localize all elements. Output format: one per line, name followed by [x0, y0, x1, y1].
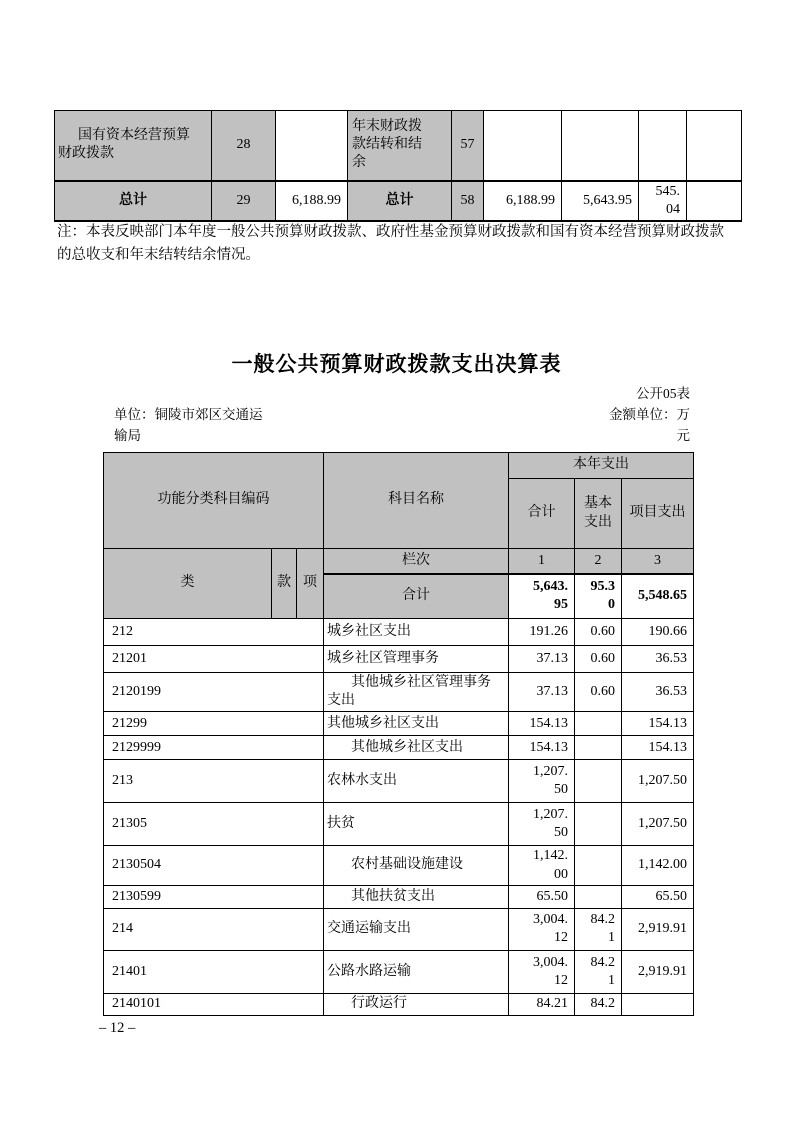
row-number-cell: 57	[452, 111, 484, 181]
amount-cell	[687, 111, 742, 181]
total-cell: 1,207.50	[509, 760, 575, 803]
class-header: 类	[104, 549, 272, 619]
report-title: 一般公共预算财政拨款支出决算表	[231, 352, 562, 376]
table-row	[104, 760, 694, 803]
page-number: – 12 –	[99, 1020, 136, 1036]
amount-unit-label: 金额单位：万元	[609, 407, 690, 443]
amount-cell	[562, 111, 639, 181]
code-cell: 2120199	[104, 673, 324, 712]
table-row	[104, 646, 694, 673]
name-cell: 其他城乡社区支出	[324, 736, 509, 760]
table-row	[55, 111, 742, 181]
name-cell: 农村基础设施建设	[324, 846, 509, 885]
basic-cell	[575, 760, 622, 803]
name-cell: 其他扶贫支出	[324, 885, 509, 908]
amount-cell	[276, 111, 348, 181]
basic-cell	[575, 712, 622, 736]
table-row	[104, 673, 694, 712]
column-index-label: 栏次	[324, 549, 509, 574]
project-header: 项目支出	[622, 479, 694, 549]
item-label-cell: 年末财政拨款结转和结余	[348, 111, 452, 181]
project-cell: 65.50	[622, 885, 694, 908]
code-cell: 21305	[104, 803, 324, 846]
project-cell: 36.53	[622, 673, 694, 712]
project-cell: 1,207.50	[622, 760, 694, 803]
column-index-2: 2	[575, 549, 622, 574]
total-cell: 154.13	[509, 712, 575, 736]
clause-header: 款	[272, 549, 297, 619]
row-number-cell: 28	[212, 111, 276, 181]
report-meta-right	[602, 383, 690, 446]
name-cell: 交通运输支出	[324, 908, 509, 950]
summary-top-table	[54, 110, 742, 222]
total-cell: 3,004.12	[509, 908, 575, 950]
basic-cell: 84.21	[575, 950, 622, 993]
total-cell: 65.50	[509, 885, 575, 908]
name-cell: 公路水路运输	[324, 950, 509, 993]
item-header: 项	[297, 549, 324, 619]
name-cell: 其他城乡社区支出	[324, 712, 509, 736]
project-cell: 36.53	[622, 646, 694, 673]
basic-cell	[575, 803, 622, 846]
total-header: 合计	[509, 479, 575, 549]
name-cell: 行政运行	[324, 993, 509, 1015]
name-cell: 其他城乡社区管理事务支出	[324, 673, 509, 712]
basic-cell	[575, 846, 622, 885]
table-row	[104, 950, 694, 993]
total-cell: 1,207.50	[509, 803, 575, 846]
code-cell: 2129999	[104, 736, 324, 760]
total-cell: 1,142.00	[509, 846, 575, 885]
amount-cell: 6,188.99	[484, 181, 562, 221]
code-cell: 21401	[104, 950, 324, 993]
total-cell: 84.21	[509, 993, 575, 1015]
sum-label-cell: 合计	[324, 574, 509, 619]
code-cell: 21299	[104, 712, 324, 736]
item-label-cell: 国有资本经营预算财政拨款	[55, 111, 212, 181]
total-label-cell: 总计	[348, 181, 452, 221]
basic-cell	[575, 736, 622, 760]
name-cell: 农林水支出	[324, 760, 509, 803]
code-cell: 212	[104, 619, 324, 646]
table-row	[104, 803, 694, 846]
project-cell: 190.66	[622, 619, 694, 646]
project-cell: 1,207.50	[622, 803, 694, 846]
table-row	[104, 908, 694, 950]
name-cell: 扶贫	[324, 803, 509, 846]
total-cell: 191.26	[509, 619, 575, 646]
basic-cell: 0.60	[575, 619, 622, 646]
amount-cell: 6,188.99	[276, 181, 348, 221]
expenditure-table	[103, 452, 694, 1016]
project-cell: 2,919.91	[622, 908, 694, 950]
project-cell	[622, 993, 694, 1015]
table-row	[55, 181, 742, 221]
project-cell: 5,548.65	[622, 574, 694, 619]
row-number-cell: 58	[452, 181, 484, 221]
project-cell: 154.13	[622, 712, 694, 736]
code-cell: 2130504	[104, 846, 324, 885]
name-cell: 城乡社区支出	[324, 619, 509, 646]
table-row	[104, 736, 694, 760]
column-index-1: 1	[509, 549, 575, 574]
code-cell: 2130599	[104, 885, 324, 908]
table-row	[104, 619, 694, 646]
code-cell: 213	[104, 760, 324, 803]
amount-cell: 5,643.95	[562, 181, 639, 221]
basic-cell: 0.60	[575, 646, 622, 673]
total-cell: 37.13	[509, 646, 575, 673]
amount-cell	[484, 111, 562, 181]
basic-cell: 0.60	[575, 673, 622, 712]
basic-header: 基本支出	[575, 479, 622, 549]
project-cell: 1,142.00	[622, 846, 694, 885]
subject-name-header: 科目名称	[324, 453, 509, 549]
total-cell: 154.13	[509, 736, 575, 760]
basic-cell: 84.21	[575, 908, 622, 950]
basic-cell: 84.2	[575, 993, 622, 1015]
table-row	[104, 885, 694, 908]
project-cell: 2,919.91	[622, 950, 694, 993]
total-cell: 5,643.95	[509, 574, 575, 619]
unit-label: 单位：铜陵市郊区交通运输局	[114, 407, 263, 443]
project-cell: 154.13	[622, 736, 694, 760]
table-code-label: 公开05表	[636, 386, 690, 401]
basic-cell: 95.30	[575, 574, 622, 619]
table-row	[104, 712, 694, 736]
table-row	[104, 993, 694, 1015]
total-label-cell: 总计	[55, 181, 212, 221]
column-index-3: 3	[622, 549, 694, 574]
code-cell: 21201	[104, 646, 324, 673]
row-number-cell: 29	[212, 181, 276, 221]
header-row	[104, 549, 694, 574]
total-cell: 37.13	[509, 673, 575, 712]
current-year-header: 本年支出	[509, 453, 694, 479]
amount-cell	[639, 111, 687, 181]
total-cell: 3,004.12	[509, 950, 575, 993]
code-cell: 2140101	[104, 993, 324, 1015]
basic-cell	[575, 885, 622, 908]
amount-cell	[687, 181, 742, 221]
code-cell: 214	[104, 908, 324, 950]
name-cell: 城乡社区管理事务	[324, 646, 509, 673]
header-row	[104, 453, 694, 479]
amount-cell: 545.04	[639, 181, 687, 221]
table-row	[104, 846, 694, 885]
code-group-header: 功能分类科目编码	[104, 453, 324, 549]
summary-note: 注：本表反映部门本年度一般公共预算财政拨款、政府性基金预算财政拨款和国有资本经营预算财政拨款的总收支和年末结转结余情况。	[57, 224, 724, 263]
